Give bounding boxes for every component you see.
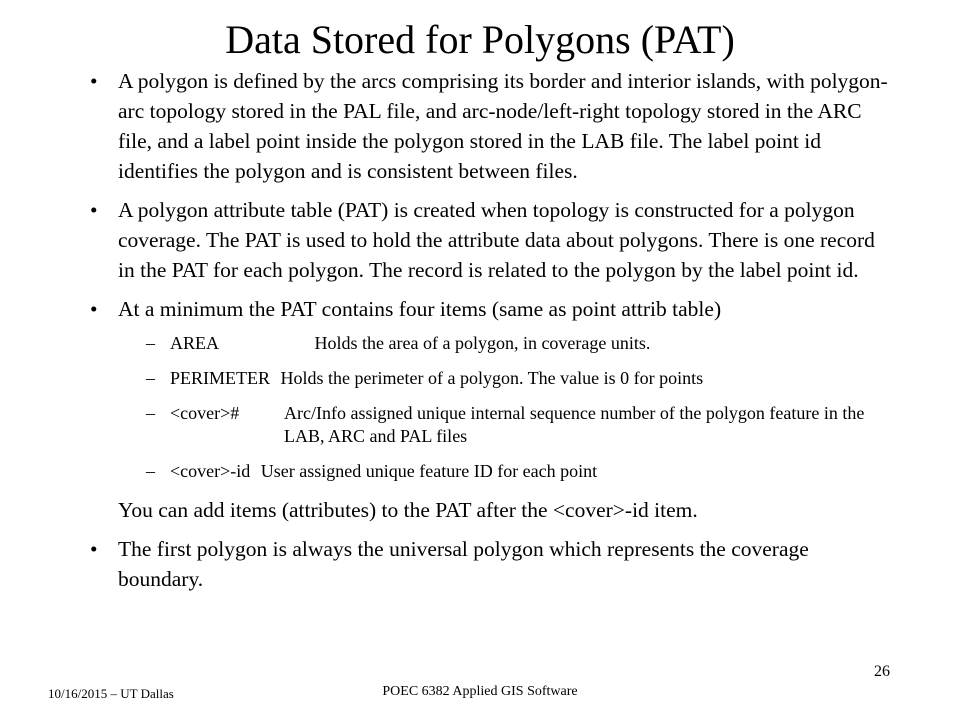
slide-title: Data Stored for Polygons (PAT)	[225, 17, 735, 62]
item-perimeter	[90, 367, 890, 390]
dash-icon: –	[146, 403, 155, 423]
bullet-text: A polygon is defined by the arcs comprising its border and interior islands, with polygon-arc topology stored in the PAL file, and arc-node/left-right topology stored in the ARC file, and a label point inside the polygon stored in the LAB file. The label point id identifies the polygon and is consistent between files.	[118, 69, 888, 183]
bullet-text: At a minimum the PAT contains four items (same as point attrib table)	[118, 297, 722, 321]
bullet-icon: •	[90, 69, 98, 93]
bullet-pat-items	[90, 294, 890, 324]
item-description: User assigned unique feature ID for each point	[260, 461, 598, 481]
bullet-pat-creation	[90, 195, 890, 285]
note-add-items: You can add items (attributes) to the PAT after the <cover>-id item.	[118, 498, 698, 522]
item-description: Holds the area of a polygon, in coverage units.	[314, 333, 651, 353]
bullet-text: A polygon attribute table (PAT) is created when topology is constructed for a polygon coverage. The PAT is used to hold the attribute data about polygons. There is one record in the PAT for each polygon. The record is related to the polygon by the label point id.	[118, 198, 875, 282]
footer-course: POEC 6382 Applied GIS Software	[382, 684, 578, 699]
item-term: AREA	[170, 333, 219, 353]
item-term: <cover>-id	[170, 461, 251, 481]
item-area	[90, 332, 890, 355]
bullet-text: The first polygon is always the universal polygon which represents the coverage boundary.	[118, 537, 809, 591]
item-term: <cover>#	[170, 403, 240, 423]
item-description: Holds the perimeter of a polygon. The value is 0 for points	[280, 368, 704, 388]
item-term: PERIMETER	[170, 368, 271, 388]
dash-icon: –	[146, 368, 155, 388]
footer-date: 10/16/2015 – UT Dallas	[48, 686, 174, 701]
bullet-icon: •	[90, 198, 98, 222]
dash-icon: –	[146, 461, 155, 481]
bullet-polygon-definition	[90, 66, 890, 186]
bullet-icon: •	[90, 297, 98, 321]
bullet-icon: •	[90, 537, 98, 561]
slide-body	[90, 66, 890, 603]
dash-icon: –	[146, 333, 155, 353]
bullet-universal-polygon	[90, 534, 890, 594]
page-number: 26	[874, 663, 890, 680]
item-cover-number	[90, 402, 890, 448]
item-cover-id	[90, 460, 890, 483]
item-description: Arc/Info assigned unique internal sequence number of the polygon feature in the LAB, ARC and PAL files	[284, 403, 865, 446]
